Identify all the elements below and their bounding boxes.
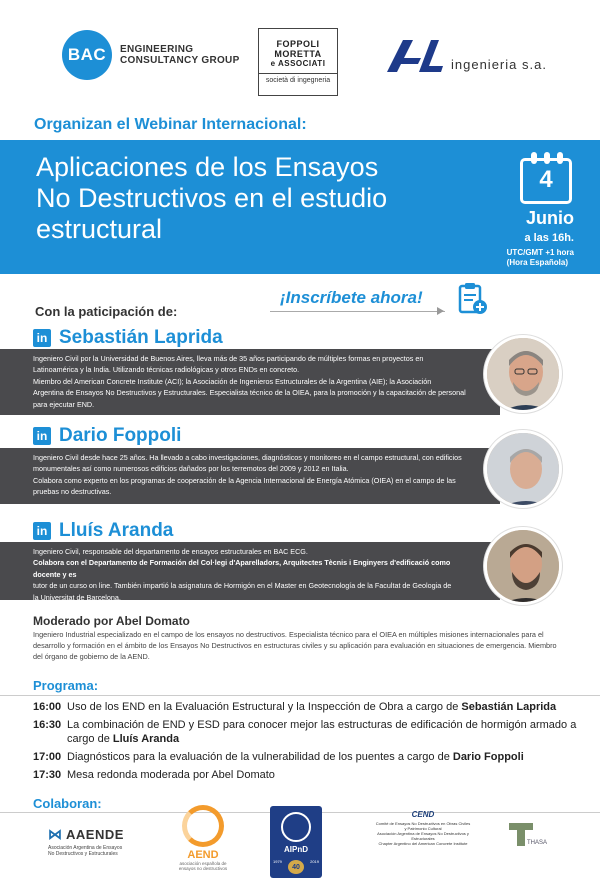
participation-heading: Con la paticipación de: [35,304,178,319]
aend-logo: AEND asociación española de ensayos no destructivos [168,805,238,871]
speaker-name-aranda: in Lluís Aranda [33,520,173,542]
event-month: Junio [526,208,574,228]
event-day: 4 [539,166,553,193]
webinar-title: Aplicaciones de los Ensayos No Destructivos en el estudio estructural [36,152,388,244]
speaker-bio-laprida: Ingeniero Civil por la Universidad de Buenos Aires, lleva más de 35 años participando de múltiples formas en proyectos en Latinoamérica y la India. Utilizando técnicas radiológicas y otros ENDs en concreto. Miembro del American Concrete Institute (ACI); la Asociación de Ingenieros Estructurales de la Argentina (AIE); la Asociación Argentina de Ensayos No Destructivos y Estructurales. Especialista técnico de la OIEA, para la promoción y la capacitación de personal para ejecutar END. [0,349,500,415]
moderator-heading: Moderado por Abel Domato [33,614,190,628]
list-item: 16:00 Uso de los END en la Evaluación Estructural y la Inspección de Obra a cargo de Sebastián Laprida [33,701,557,713]
speaker-photo-foppoli [487,433,562,508]
organizan-heading: Organizan el Webinar Internacional: [34,116,307,133]
programa-heading: Programa: [33,678,99,693]
speaker-name-foppoli: in Dario Foppoli [33,425,181,447]
calendar-icon [520,158,572,204]
bac-logo-mark: BAC [62,30,112,80]
aaende-logo: ⋈ AAENDE Asociación Argentina de Ensayos No Destructivos y Estructurales [48,826,124,857]
speaker-photo-laprida [487,338,562,413]
avatar [484,527,562,605]
sl-logo-text: ingenieria s.a. [451,57,547,72]
register-underline [270,311,445,312]
bac-logo [62,30,240,80]
linkedin-icon[interactable]: in [33,522,51,540]
cend-logo: CEND Comité de Ensayos No Destructivos en Obras Civiles y Patrimonio Cultural Asociación Argentina de Ensayos No Destructivos y Estructurales Chapter Argentino del American Concrete Institute [375,810,471,846]
globe-icon [281,812,311,842]
programa-list [33,700,578,786]
linkedin-icon[interactable]: in [33,427,51,445]
arrow-right-icon [437,307,444,315]
event-time: a las 16h. [524,232,574,244]
event-timezone-note: (Hora Española) [506,258,568,267]
moderator-bio: Ingeniero Industrial especializado en el campo de los ensayos no destructivos. Especialista técnico para el OIEA en múltiples misiones internacionales para el desarrollo y formación en el ámbito de los Ensayos No Destructivos en estructuras civiles y su aplicación para evaluación en situaciones de emergencia. Miembro del órgano de gobierno de la AEND. [33,630,557,661]
divider [0,695,600,696]
speaker-bio-foppoli: Ingeniero Civil desde hace 25 años. Ha llevado a cabo investigaciones, diagnósticos y monitoreo en el campo estructural, con edificios monumentales así como numerosos edificios dañados por los terremotos del 2009 y 2012 en Italia. Colabora como experto en los programas de cooperación de la Agencia Internacional de Energía Atómica (OIEA) en el campo de las pruebas no destructivas. [0,448,500,504]
register-link[interactable]: ¡Inscríbete ahora! [280,288,423,307]
thasa-logo: THASA [505,823,549,846]
foppoli-logo: FOPPOLI MORETTA e ASSOCIATI società di ingegneria [258,28,338,96]
title-banner [0,140,600,274]
avatar [484,335,562,413]
avatar [484,430,562,508]
aipnd-logo: AIPnD 1979 2019 40 [270,806,322,878]
sl-logo [385,38,547,74]
list-item: 17:30 Mesa redonda moderada por Abel Domato [33,769,275,781]
aend-ring-icon [182,805,224,847]
header-logos [0,0,600,112]
anniversary-badge: 40 [288,860,304,874]
list-item: 17:00 Diagnósticos para la evaluación de la vulnerabilidad de los puentes a cargo de Dario Foppoli [33,751,524,763]
aaende-mark-icon: ⋈ [48,826,62,842]
linkedin-icon[interactable]: in [33,329,51,347]
event-timezone: UTC/GMT +1 hora [506,248,574,257]
list-item: 16:30 La combinación de END y ESD para conocer mejor las estructuras de edificación de hormigón armado a cargo de Lluís Aranda [33,719,577,745]
speaker-name-laprida: in Sebastián Laprida [33,327,223,349]
sl-logo-icon [385,38,445,74]
clipboard-add-icon[interactable] [458,282,488,316]
colaboran-heading: Colaboran: [33,796,102,811]
speaker-bio-aranda: Ingeniero Civil, responsable del departamento de ensayos estructurales en BAC ECG. Colabora con el Departamento de Formación del Col·legi d'Aparelladors, Arquitectes Tècnis i Enginyers d'edificació como docente y es tutor de un curso on line. También impartió la asignatura de Hormigón en el Master en Geotecnología de la Facultat de Geologia de la Universitat de Barcelona. [0,542,500,600]
speaker-photo-aranda [487,530,562,605]
bac-logo-text: ENGINEERING CONSULTANCY GROUP [120,44,240,66]
